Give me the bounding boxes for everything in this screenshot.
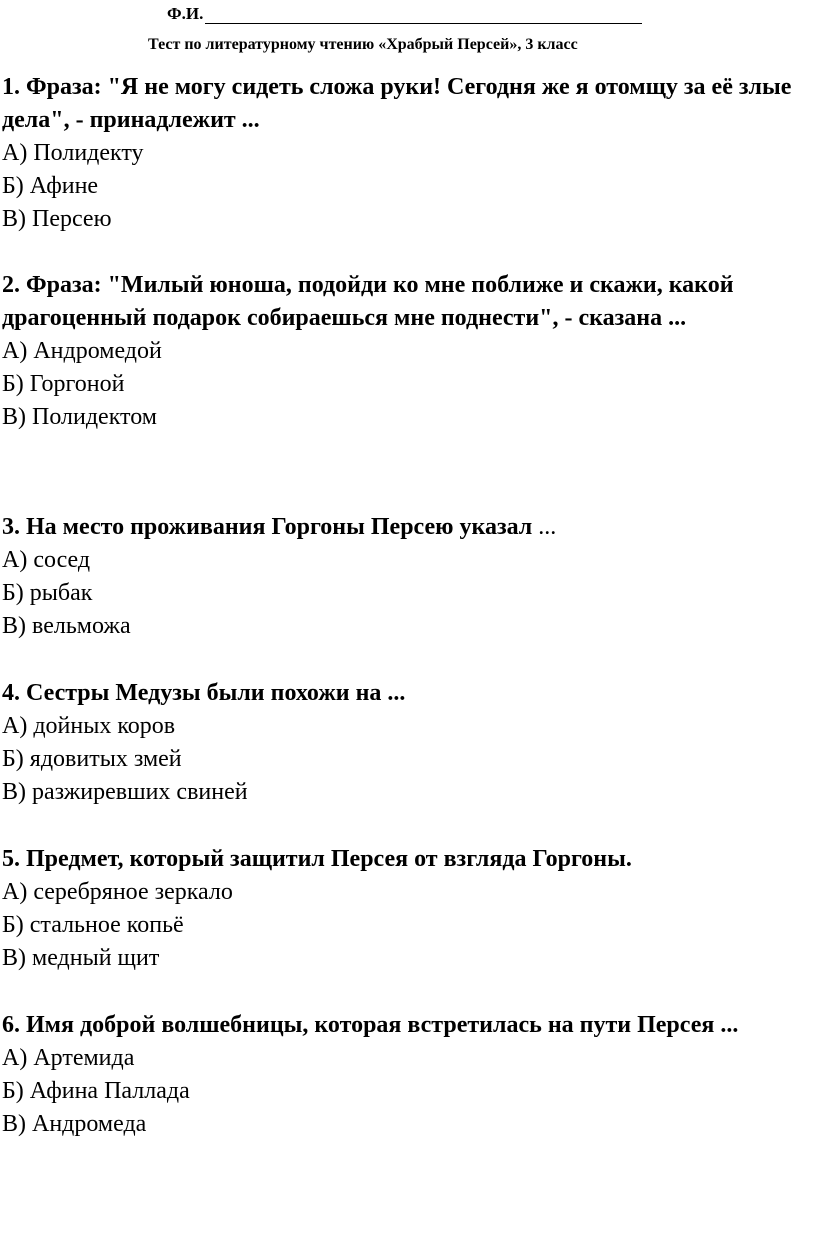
answer-option-b: Б) рыбак [2, 580, 93, 606]
question-text-main: 3. На место проживания Горгоны Персею указал [2, 514, 533, 540]
question-2 [2, 269, 814, 434]
question-text: 6. Имя доброй волшебницы, которая встретилась на пути Персея ... [2, 1012, 739, 1038]
question-3 [2, 511, 814, 643]
answer-option-c: В) Полидектом [2, 404, 157, 430]
answer-option-c: В) вельможа [2, 613, 131, 639]
question-5 [2, 843, 814, 975]
answer-option-a: А) серебряное зеркало [2, 879, 233, 905]
question-text [2, 511, 814, 544]
answer-option-c: В) Андромеда [2, 1111, 147, 1137]
answer-option-c: В) Персею [2, 206, 112, 232]
question-text: 4. Сестры Медузы были похожи на ... [2, 680, 406, 706]
answer-option-a: А) дойных коров [2, 713, 176, 739]
answer-option-a: А) Артемида [2, 1045, 135, 1071]
question-1 [2, 71, 814, 236]
question-text: 5. Предмет, который защитил Персея от взгляда Горгоны. [2, 846, 632, 872]
question-4 [2, 677, 814, 809]
test-title: Тест по литературному чтению «Храбрый Персей», 3 класс [148, 36, 578, 53]
answer-option-b: Б) Афине [2, 173, 99, 199]
answer-option-c: В) разжиревших свиней [2, 779, 248, 805]
answer-option-a: А) Полидекту [2, 140, 144, 166]
question-text: 1. Фраза: "Я не могу сидеть сложа руки! Сегодня же я отомщу за её злые дела", - принадлежит ... [2, 74, 792, 133]
answer-option-a: А) сосед [2, 547, 91, 573]
answer-option-a: А) Андромедой [2, 338, 162, 364]
answer-option-c: В) медный щит [2, 945, 160, 971]
name-blank-line [205, 6, 642, 24]
student-name-field [167, 4, 642, 24]
answer-option-b: Б) Горгоной [2, 371, 125, 397]
answer-option-b: Б) ядовитых змей [2, 746, 182, 772]
question-6 [2, 1009, 814, 1141]
question-text-ellipsis: ... [532, 514, 557, 540]
name-label: Ф.И. [167, 4, 204, 23]
question-text: 2. Фраза: "Милый юноша, подойди ко мне поближе и скажи, какой драгоценный подарок собираешься мне поднести", - сказана ... [2, 272, 734, 331]
answer-option-b: Б) стальное копьё [2, 912, 184, 938]
answer-option-b: Б) Афина Паллада [2, 1078, 190, 1104]
